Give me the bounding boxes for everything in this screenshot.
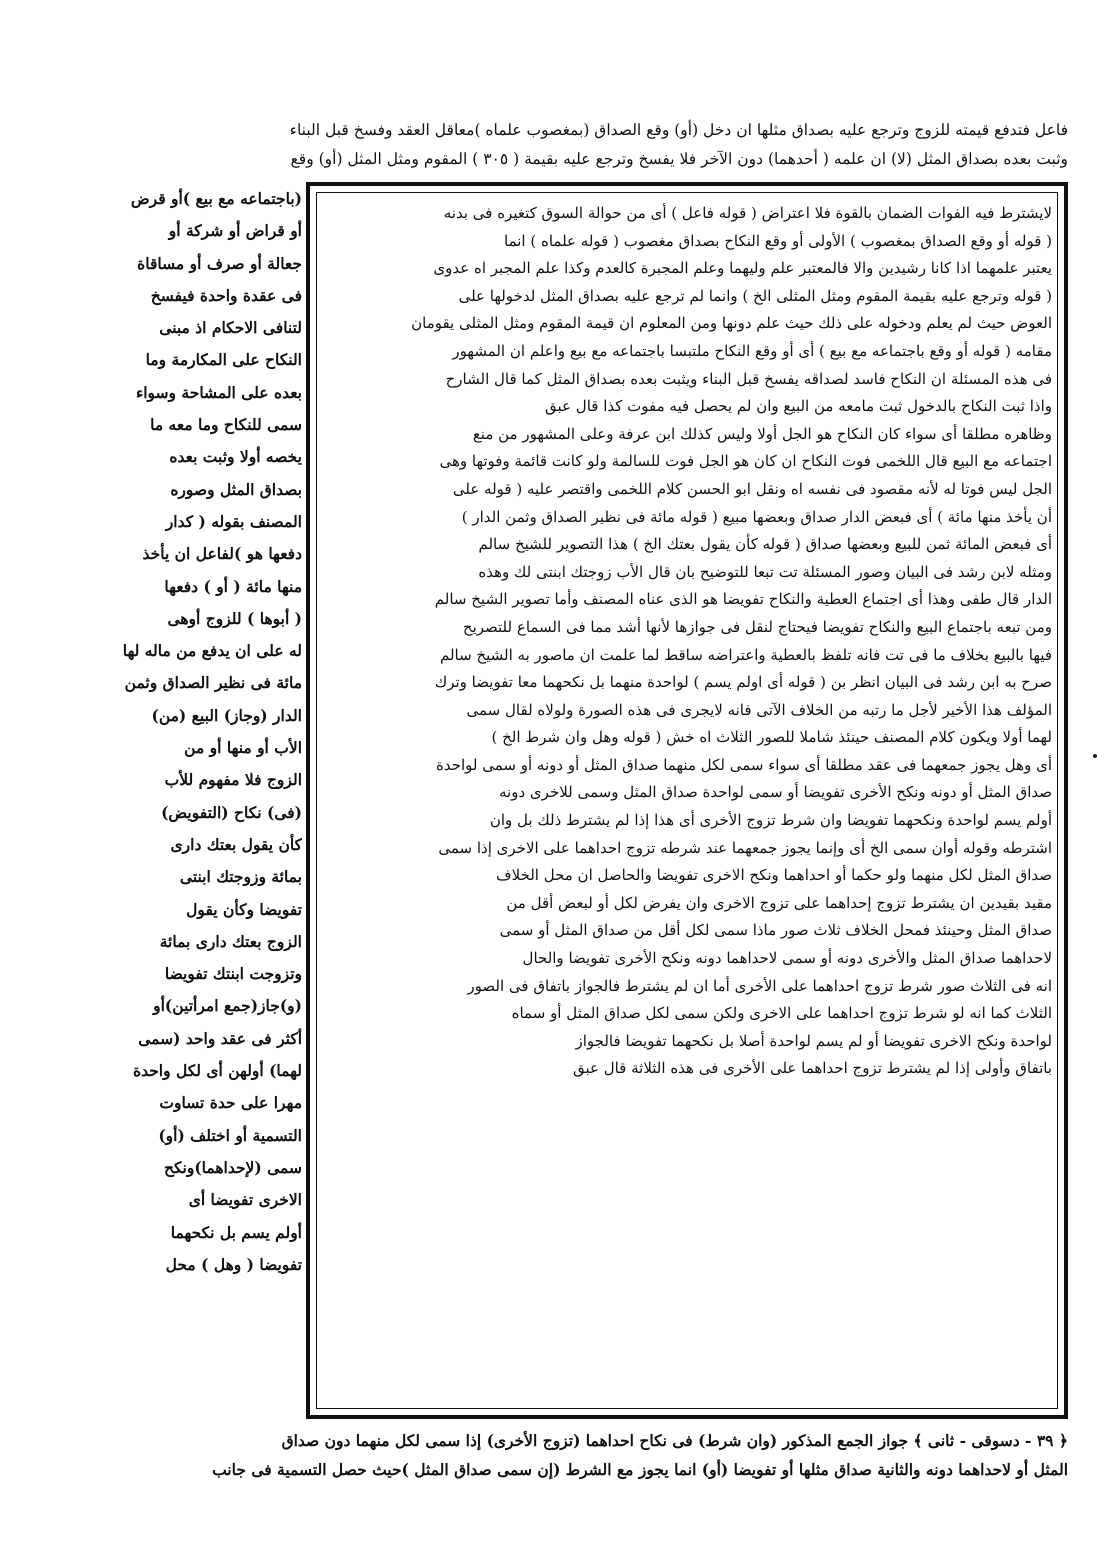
commentary-line: المؤلف هذا الأخير لأجل ما رتبه من الخلاف الآتى فانه لايجرى فى هذه الصورة ولولاه لقال سمى bbox=[466, 700, 1052, 719]
side-line: لتنافى الاحكام اذ مبنى bbox=[159, 318, 302, 338]
commentary-line: صداق المثل أو دونه ونكح الأخرى تفويضا أو سمى لواحدة صداق المثل وسمى للاخرى دونه bbox=[499, 783, 1052, 802]
commentary-line: أولم يسم لواحدة ونكحهما تفويضا وان شرط تزوج الأخرى أى هذا إذا لم يشترط ذلك بل وان bbox=[489, 811, 1052, 830]
side-line: ( أبوها ) للزوج أوهى bbox=[167, 608, 302, 628]
side-line: كأن يقول بعتك دارى bbox=[170, 834, 302, 854]
bottom-line: ﴿ ٣٩ - دسوقى - ثانى ﴾ جواز الجمع المذكور (وان شرط) فى نكاح احداهما (تزوج الأخرى) إذا سمى لكل منهما دون صداق bbox=[281, 1431, 1068, 1450]
commentary-line: ومن تبعه باجتماع البيع والنكاح تفويضا فيحتاج لنقل فى جوازها لأنها أشد مما فى السماع للتصريح bbox=[462, 617, 1052, 636]
side-line: أكثر فى عقد واحد (سمى bbox=[138, 1028, 302, 1048]
commentary-line: أى فبعض المائة ثمن للبيع وبعضها صداق ( قوله كأن يقول بعتك الخ ) هذا التصوير للشيخ سالم bbox=[478, 535, 1052, 554]
commentary-line: لايشترط فيه الفوات الضمان بالقوة فلا اعتراض ( قوله فاعل ) أى من حوالة السوق كتغيره فى بدنه bbox=[443, 204, 1052, 222]
commentary-line: انه فى الثلاث صور شرط تزوج احداهما على الأخرى أما ان لم يشترط فالجواز باتفاق فى الصور bbox=[467, 976, 1052, 995]
commentary-line: ومثله لابن رشد فى البيان وصور المسئلة تت تبعا للتوضيح بان قال الأب زوجتك ابنتى لك وهذه bbox=[478, 562, 1052, 581]
commentary-line: صداق المثل لكل منهما ولو حكما أو احداهما ونكح الاخرى تفويضا والحاصل ان محل الخلاف bbox=[496, 866, 1052, 885]
side-line: بمائة وزوجتك ابنتى bbox=[179, 867, 302, 887]
commentary-line: أى وهل يجوز جمعهما فى عقد مطلقا أى سواء سمى لكل منهما صداق المثل أو دونه أو سمى لواحدة bbox=[435, 755, 1052, 774]
side-line: سمى (لإحداهما)ونكح bbox=[163, 1157, 302, 1177]
side-line: أولم يسم بل نكحهما bbox=[170, 1222, 302, 1242]
side-line: التسمية أو اختلف (أو) bbox=[158, 1125, 302, 1145]
side-line: الأب أو منها أو من bbox=[184, 738, 302, 758]
commentary-line: الدار قال طفى وهذا أى اجتماع العطية والنكاح تفويضا هو الذى عناه المصنف وأما تصوير الشيخ سالم bbox=[434, 590, 1052, 609]
commentary-frame bbox=[306, 182, 1068, 1419]
side-line: (فى) نكاح (التفويض) bbox=[161, 802, 302, 822]
commentary-line: اشترطه وقوله أوان سمى الخ أى وإنما يجوز جمعهما عند شرطه تزوج احداهما على الاخرى إذا سمى bbox=[438, 838, 1052, 857]
commentary-line: فى هذه المسئلة ان النكاح فاسد لصداقه يفسخ قبل البناء ويثبت بعده بصداق المثل كما قال الشارح bbox=[445, 369, 1052, 388]
top-line: وثبت بعده بصداق المثل (لا) ان علمه ( أحدهما) دون الآخر فلا يفسخ وترجع عليه بقيمة ( ٣٠٥ ) المقوم ومثل المثل (أو) وقع bbox=[290, 150, 1068, 168]
side-line: الدار (وجاز) البيع (من) bbox=[151, 705, 302, 725]
side-line: منها مائة ( أو ) دفعها bbox=[164, 576, 302, 596]
commentary-line: الثلاث كما انه لو شرط تزوج احداهما على الاخرى ولكن سمى لكل صداق المثل أو سماه bbox=[511, 1004, 1052, 1023]
side-line: النكاح على المكارمة وما bbox=[145, 350, 302, 370]
side-line: سمى للنكاح وما معه ما bbox=[150, 415, 302, 435]
commentary-line: العوض حيث لم يعلم ودخوله على ذلك حيث علم دونها ومن المعلوم ان قيمة المقوم ومثل المثلى يقومان bbox=[411, 314, 1052, 333]
side-line: فى عقدة واحدة فيفسخ bbox=[150, 285, 302, 305]
commentary-line: صرح به ابن رشد فى البيان انظر بن ( قوله أى اولم يسم ) لواحدة منهما بل نكحهما معا تفويضا وترك bbox=[434, 673, 1052, 692]
side-line: أو قراض أو شركة أو bbox=[168, 221, 302, 241]
side-line: الزوج بعتك دارى بمائة bbox=[159, 931, 302, 951]
side-line: (باجتماعه مع بيع )أو قرض bbox=[130, 189, 302, 208]
commentary-line: أن يأخذ منها مائة ) أى فبعض الدار صداق وبعضها مبيع ( قوله مائة فى نظير الصداق وثمن الدار ) bbox=[461, 507, 1052, 526]
commentary-line: مقامه ( قوله أو وقع باجتماعه مع بيع ) أى أو وقع النكاح ملتبسا باجتماعه مع بيع واعلم ان المشهور bbox=[452, 341, 1052, 360]
commentary-line: صداق المثل وحينئذ فمحل الخلاف ثلاث صور ماذا سمى لكل أقل من صداق المثل أو سمى bbox=[499, 921, 1052, 940]
main-text-bottom bbox=[108, 1426, 1068, 1484]
side-line: (و)جاز(جمع امرأتين)أو bbox=[153, 996, 302, 1016]
side-line: جعالة أو صرف أو مساقاة bbox=[137, 253, 302, 273]
side-line: مهرا على حدة تساوت bbox=[159, 1093, 302, 1113]
side-line: تفويضا ( وهل ) محل bbox=[165, 1254, 302, 1274]
top-line: فاعل فتدفع قيمته للزوج وترجع عليه بصداق مثلها ان دخل (أو) وقع الصداق (بمغصوب علماه )معاقل العقد وفسخ قبل البناء bbox=[289, 121, 1068, 139]
commentary-text bbox=[322, 200, 1052, 1083]
commentary-line: فيها بالبيع بخلاف ما فى تت فانه تلفظ بالعطية واعتراضه ساقط لما علمت ان ماصور به الشيخ سالم bbox=[439, 645, 1052, 664]
commentary-line: وظاهره مطلقا أى سواء كان النكاح هو الجل أولا وليس كذلك ابن عرفة وعلى المشهور من منع bbox=[472, 424, 1052, 443]
side-line: تفويضا وكأن يقول bbox=[186, 899, 302, 919]
side-line: دفعها هو )لفاعل ان يأخذ bbox=[142, 544, 302, 564]
side-line: الزوج فلا مفهوم للأب bbox=[164, 770, 302, 790]
commentary-line: مقيد بقيدين ان يشترط تزوج إحداهما على تزوج الاخرى وان يفرض لكل أو لبعض أقل من bbox=[506, 893, 1052, 912]
commentary-line: اجتماعه مع البيع قال اللخمى فوت النكاح ان كان هو الجل فوت للسالمة ولو كانت قائمة وفوتها وهى bbox=[439, 452, 1052, 471]
commentary-line: باتفاق وأولى إذا لم يشترط تزوج احداهما على الأخرى فى هذه الثلاثة قال عبق bbox=[572, 1059, 1052, 1078]
margin-dot bbox=[1093, 754, 1097, 758]
commentary-line: يعتبر علمهما اذا كانا رشيدين والا فالمعتبر علم وليهما وعلم المجبرة كالعدم وكذا علم المجبر اه عدوى bbox=[433, 259, 1052, 278]
commentary-line: لاحداهما صداق المثل والأخرى دونه أو سمى لاحداهما دونه ونكح الأخرى تفويضا والحال bbox=[522, 949, 1052, 968]
side-line: مائة فى نظير الصداق وثمن bbox=[124, 673, 302, 693]
side-line: بصداق المثل وصوره bbox=[170, 479, 302, 499]
commentary-line: ( قوله وترجع عليه بقيمة المقوم ومثل المثلى الخ ) وانما لم ترجع عليه بصداق المثل لدخولها على bbox=[458, 286, 1052, 305]
side-line: المصنف بقوله ( كدار bbox=[165, 511, 302, 531]
commentary-line: لهما أولا ويكون كلام المصنف حينئذ شاملا للصور الثلاث اه خش ( قوله وهل وان شرط الخ ) bbox=[491, 728, 1052, 747]
main-text-side-column bbox=[108, 183, 302, 1281]
commentary-line: الجل ليس فوتا له لأنه مقصود فى نفسه اه ونقل ابو الحسن كلام اللخمى واقتصر عليه ( قوله على bbox=[452, 479, 1052, 498]
side-line: وتزوجت ابنتك تفويضا bbox=[164, 964, 302, 984]
side-line: لهما) أولهن أى لكل واحدة bbox=[132, 1061, 302, 1081]
side-line: يخصه أولا وثبت بعده bbox=[169, 447, 302, 467]
side-line: الاخرى تفويضا أى bbox=[188, 1190, 302, 1210]
bottom-line: المثل أو لاحداهما دونه والثانية صداق مثلها أو تفويضا (أو) انما يجوز مع الشرط (إن سمى صداق المثل )حيث حصل التسمية فى جانب bbox=[212, 1460, 1068, 1479]
side-line: له على ان يدفع من ماله لها bbox=[122, 641, 302, 661]
main-text-top bbox=[108, 116, 1068, 174]
commentary-line: ( قوله أو وقع الصداق بمغصوب ) الأولى أو وقع النكاح بصداق مغصوب ( قوله علماه ) انما bbox=[504, 231, 1052, 250]
commentary-line: واذا ثبت النكاح بالدخول ثبت مامعه من البيع وان لم يحصل فيه مفوت كذا قال عبق bbox=[545, 397, 1052, 416]
commentary-line: لواحدة ونكح الاخرى تفويضا أو لم يسم لواحدة أصلا بل نكحهما تفويضا فالجواز bbox=[575, 1031, 1052, 1050]
side-line: بعده على المشاحة وسواء bbox=[135, 382, 302, 402]
